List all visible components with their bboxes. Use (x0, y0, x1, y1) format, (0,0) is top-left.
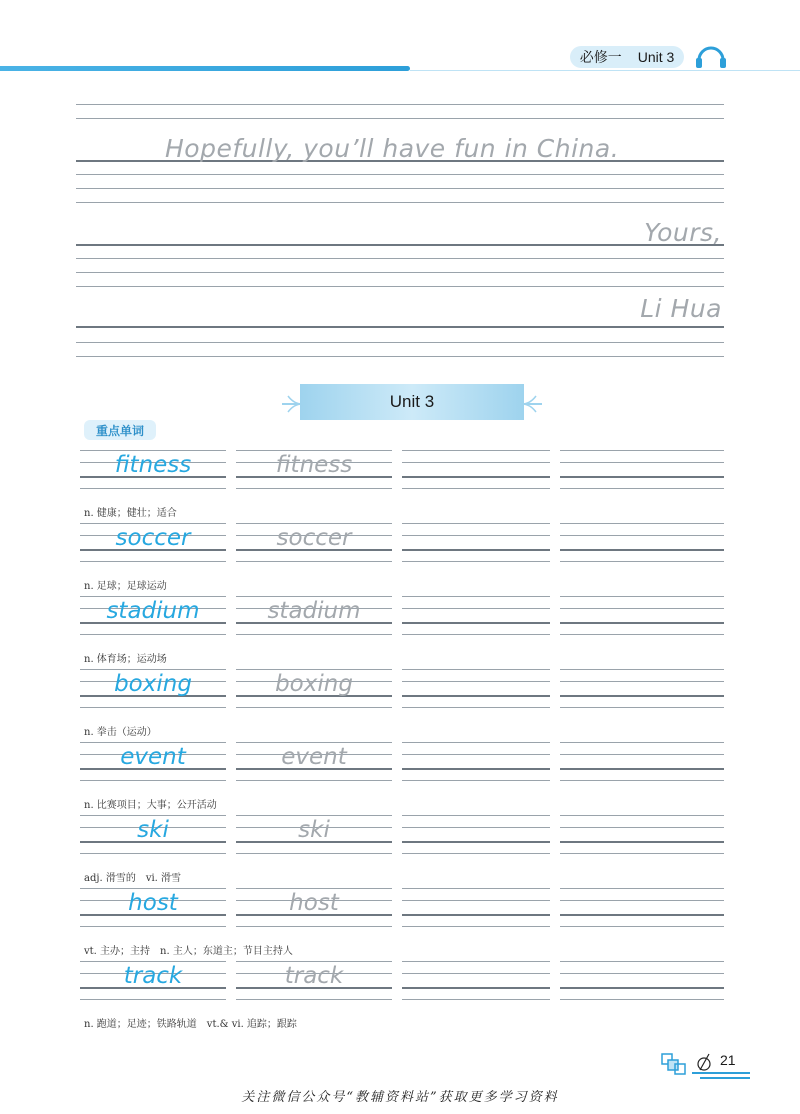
word-meaning: n. 足球；足球运动 (84, 581, 167, 592)
word-model (80, 888, 226, 928)
vocab-word: ski (137, 817, 169, 843)
word-row (0, 815, 800, 887)
vocab-word-trace: soccer (276, 525, 352, 551)
word-model (80, 450, 226, 490)
word-practice-2 (560, 450, 724, 490)
word-practice-1 (402, 888, 550, 928)
word-practice-2 (560, 523, 724, 563)
word-model (80, 742, 226, 782)
unit-banner: Unit 3 (300, 384, 524, 420)
word-model (80, 961, 226, 1001)
header-label (570, 46, 684, 68)
letter-signature: Li Hua (640, 294, 722, 323)
word-trace (236, 742, 392, 782)
vocab-word-trace: track (284, 963, 344, 989)
letter-sentence: Hopefully, you’ll have fun in China. (165, 134, 620, 163)
word-row (0, 450, 800, 522)
word-meaning: n. 跑道；足迹；铁路轨道 vt.& vi. 追踪；跟踪 (84, 1019, 297, 1030)
vocab-word-trace: event (281, 744, 347, 770)
word-practice-2 (560, 742, 724, 782)
word-practice-2 (560, 888, 724, 928)
word-model (80, 596, 226, 636)
word-trace (236, 815, 392, 855)
word-row (0, 888, 800, 960)
word-practice-1 (402, 742, 550, 782)
word-meaning: n. 拳击（运动） (84, 727, 157, 738)
word-practice-2 (560, 961, 724, 1001)
word-meaning: n. 健康；健壮；适合 (84, 508, 177, 519)
word-practice-2 (560, 815, 724, 855)
page-number-underline (692, 1072, 750, 1074)
word-practice-1 (402, 815, 550, 855)
word-row (0, 742, 800, 814)
vocab-word: boxing (114, 671, 192, 697)
page-corner-icon (660, 1052, 688, 1076)
unit-title: Unit 3 (637, 49, 675, 65)
word-trace (236, 888, 392, 928)
pen-icon (696, 1052, 712, 1072)
footer-note: 关注微信公众号“教辅资料站”获取更多学习资料 (241, 1090, 559, 1105)
word-practice-2 (560, 596, 724, 636)
word-meaning: n. 体育场；运动场 (84, 654, 167, 665)
word-trace (236, 523, 392, 563)
vocab-word: stadium (106, 598, 200, 624)
vocab-word-trace: ski (298, 817, 330, 843)
page-number: 21 (720, 1052, 736, 1068)
word-row (0, 596, 800, 668)
word-row (0, 961, 800, 1033)
word-meaning: n. 比赛项目；大事；公开活动 (84, 800, 217, 811)
vocab-word-trace: host (289, 890, 339, 916)
vocab-word: host (128, 890, 178, 916)
vocab-word: event (120, 744, 186, 770)
section-tag: 重点单词 (84, 420, 156, 440)
letter-closing: Yours, (644, 218, 722, 247)
vocab-word-trace: boxing (275, 671, 353, 697)
word-model (80, 815, 226, 855)
vocab-word: soccer (115, 525, 191, 551)
word-model (80, 669, 226, 709)
word-practice-1 (402, 523, 550, 563)
word-practice-1 (402, 669, 550, 709)
headphones-icon (694, 42, 728, 70)
book-title: 必修一 (579, 49, 622, 65)
word-trace (236, 961, 392, 1001)
word-practice-1 (402, 450, 550, 490)
word-trace (236, 669, 392, 709)
header-bar (0, 66, 410, 71)
word-trace (236, 450, 392, 490)
page-number-underline-2 (700, 1077, 750, 1079)
word-meaning: vt. 主办；主持 n. 主人；东道主；节目主持人 (84, 946, 293, 957)
word-practice-2 (560, 669, 724, 709)
vocab-word-trace: stadium (267, 598, 361, 624)
word-meaning: adj. 滑雪的 vi. 滑雪 (84, 873, 182, 884)
word-row (0, 523, 800, 595)
word-practice-1 (402, 596, 550, 636)
header-divider (410, 70, 800, 71)
word-trace (236, 596, 392, 636)
word-row (0, 669, 800, 741)
vocab-word: track (123, 963, 183, 989)
vocab-word: fitness (114, 452, 192, 478)
vocab-word-trace: fitness (275, 452, 353, 478)
word-model (80, 523, 226, 563)
word-practice-1 (402, 961, 550, 1001)
